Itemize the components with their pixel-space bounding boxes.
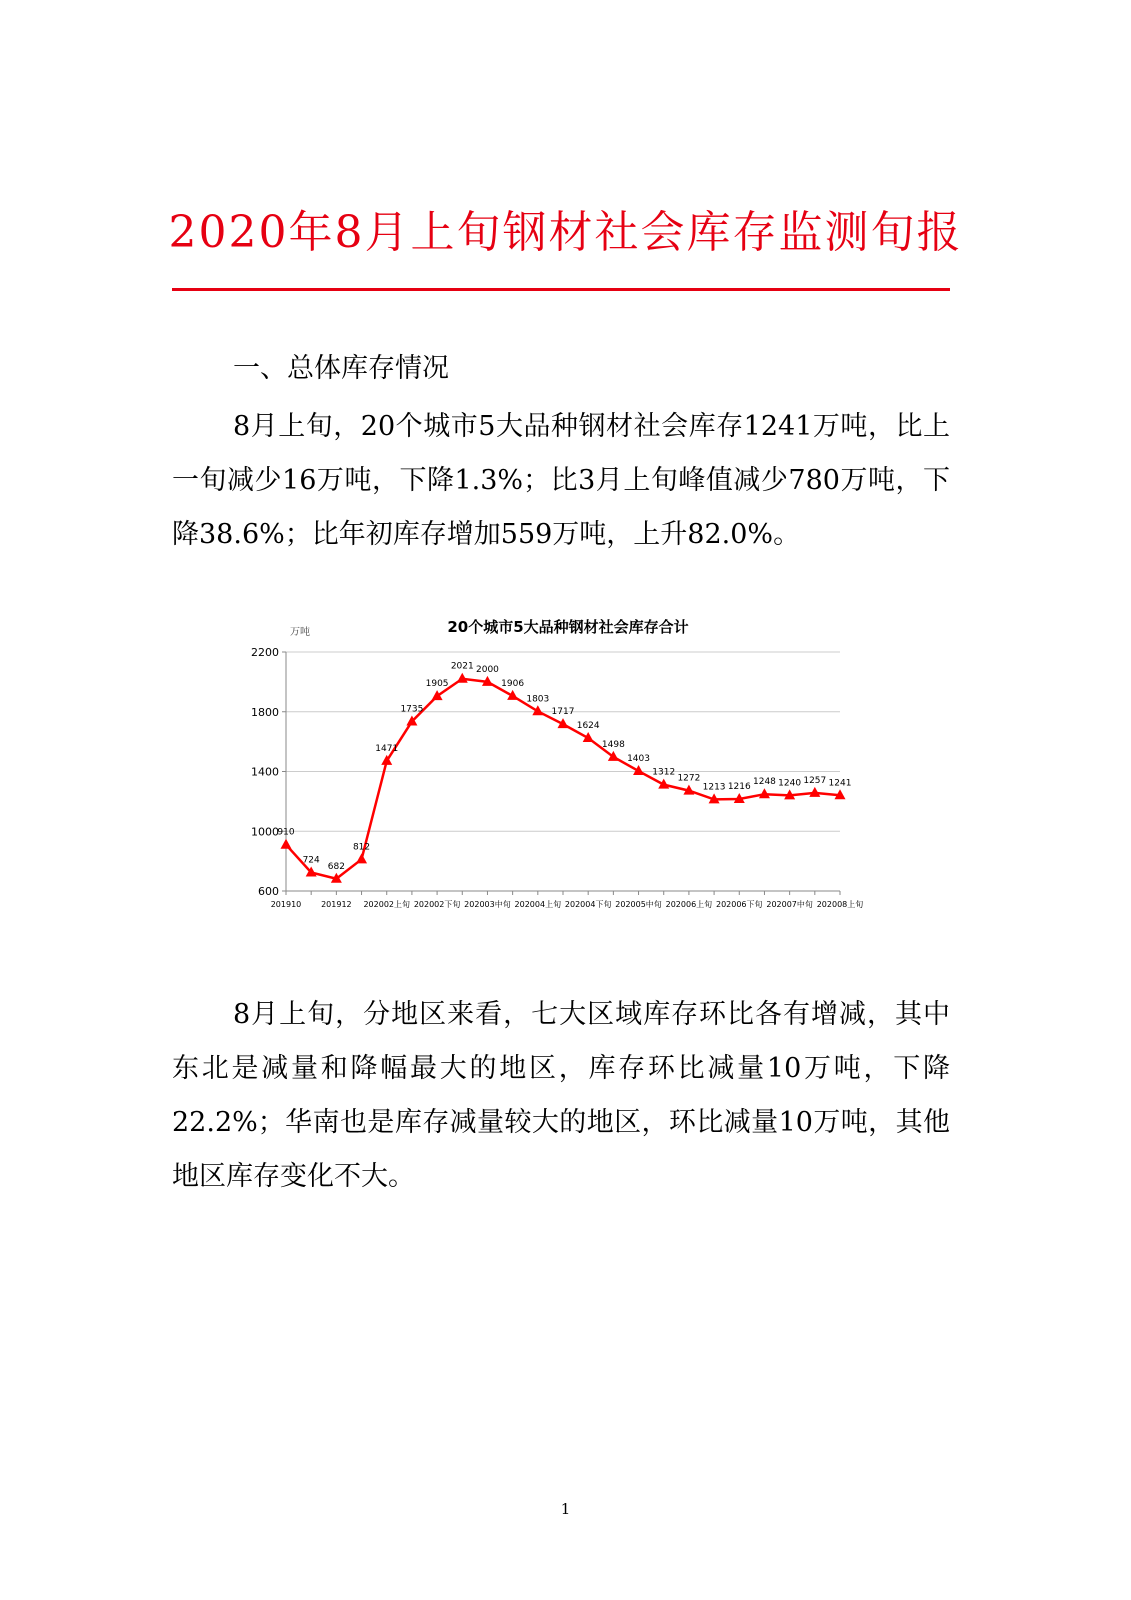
data-label: 1735	[400, 704, 424, 715]
x-tick-label: 202006下旬	[715, 900, 763, 909]
x-tick-label: 202006上旬	[665, 900, 713, 909]
x-tick-label: 202004上旬	[514, 900, 562, 909]
y-tick-label: 2200	[251, 646, 279, 659]
data-label: 724	[302, 855, 320, 866]
data-point-marker	[608, 751, 619, 761]
data-point-marker	[281, 839, 292, 849]
data-label: 1257	[803, 775, 827, 786]
data-label: 1312	[652, 767, 676, 778]
data-label: 1248	[753, 777, 776, 788]
data-point-marker	[432, 690, 443, 700]
section-heading: 一、总体库存情况	[233, 353, 449, 384]
data-label: 1241	[828, 778, 852, 789]
data-label: 1403	[627, 754, 650, 765]
data-label: 1471	[375, 743, 399, 754]
data-label: 1717	[551, 707, 575, 718]
data-label: 812	[352, 842, 371, 853]
document-title: 2020年8月上旬钢材社会库存监测旬报	[168, 207, 963, 258]
x-tick-label: 202007中旬	[766, 900, 813, 909]
y-tick-label: 1800	[251, 705, 279, 719]
x-tick-label: 202004下旬	[564, 900, 612, 909]
y-tick-label: 600	[258, 885, 279, 898]
page-number: 1	[560, 1500, 571, 1518]
x-tick-label: 202002下旬	[413, 900, 461, 909]
y-tick-label: 1000	[251, 825, 279, 839]
data-point-marker	[457, 673, 468, 683]
x-tick-label: 201910	[270, 900, 302, 909]
data-label: 1803	[526, 694, 550, 705]
x-tick-label: 202002上旬	[363, 900, 411, 909]
inventory-line-chart	[250, 602, 890, 922]
data-label: 2000	[476, 664, 499, 675]
y-axis-unit: 万吨	[290, 627, 310, 638]
data-label: 2021	[450, 661, 474, 672]
data-label: 1624	[576, 721, 600, 732]
paragraph-overall-inventory: 8月上旬，20个城市5大品种钢材社会库存1241万吨，比上一旬减少16万吨，下降1.3%；比3月上旬峰值减少780万吨，下降38.6%；比年初库存增加559万吨，上升82.0%。	[172, 411, 950, 550]
x-tick-label: 201912	[321, 900, 352, 909]
data-label: 1240	[778, 778, 802, 789]
data-label: 682	[327, 861, 345, 872]
x-tick-label: 202008上旬	[816, 900, 864, 909]
y-tick-label: 1400	[251, 765, 279, 779]
x-tick-label: 202003中旬	[464, 900, 511, 909]
data-label: 1216	[727, 781, 751, 792]
paragraph-regional-inventory: 8月上旬，分地区来看，七大区域库存环比各有增减，其中东北是减量和降幅最大的地区，库存环比减量10万吨，下降22.2%；华南也是库存减量较大的地区，环比减量10万吨，其他地区库存变化不大。	[172, 999, 950, 1192]
chart-title: 20个城市5大品种钢材社会库存合计	[447, 618, 689, 636]
data-label: 1498	[601, 739, 625, 750]
data-label: 910	[277, 827, 295, 838]
data-label: 1213	[702, 782, 726, 793]
data-point-marker	[809, 787, 820, 797]
data-point-marker	[356, 853, 367, 863]
data-label: 1906	[501, 678, 525, 689]
x-tick-label: 202005中旬	[615, 900, 662, 909]
data-label: 1905	[425, 679, 449, 690]
title-divider	[172, 288, 950, 291]
data-label: 1272	[677, 773, 701, 784]
